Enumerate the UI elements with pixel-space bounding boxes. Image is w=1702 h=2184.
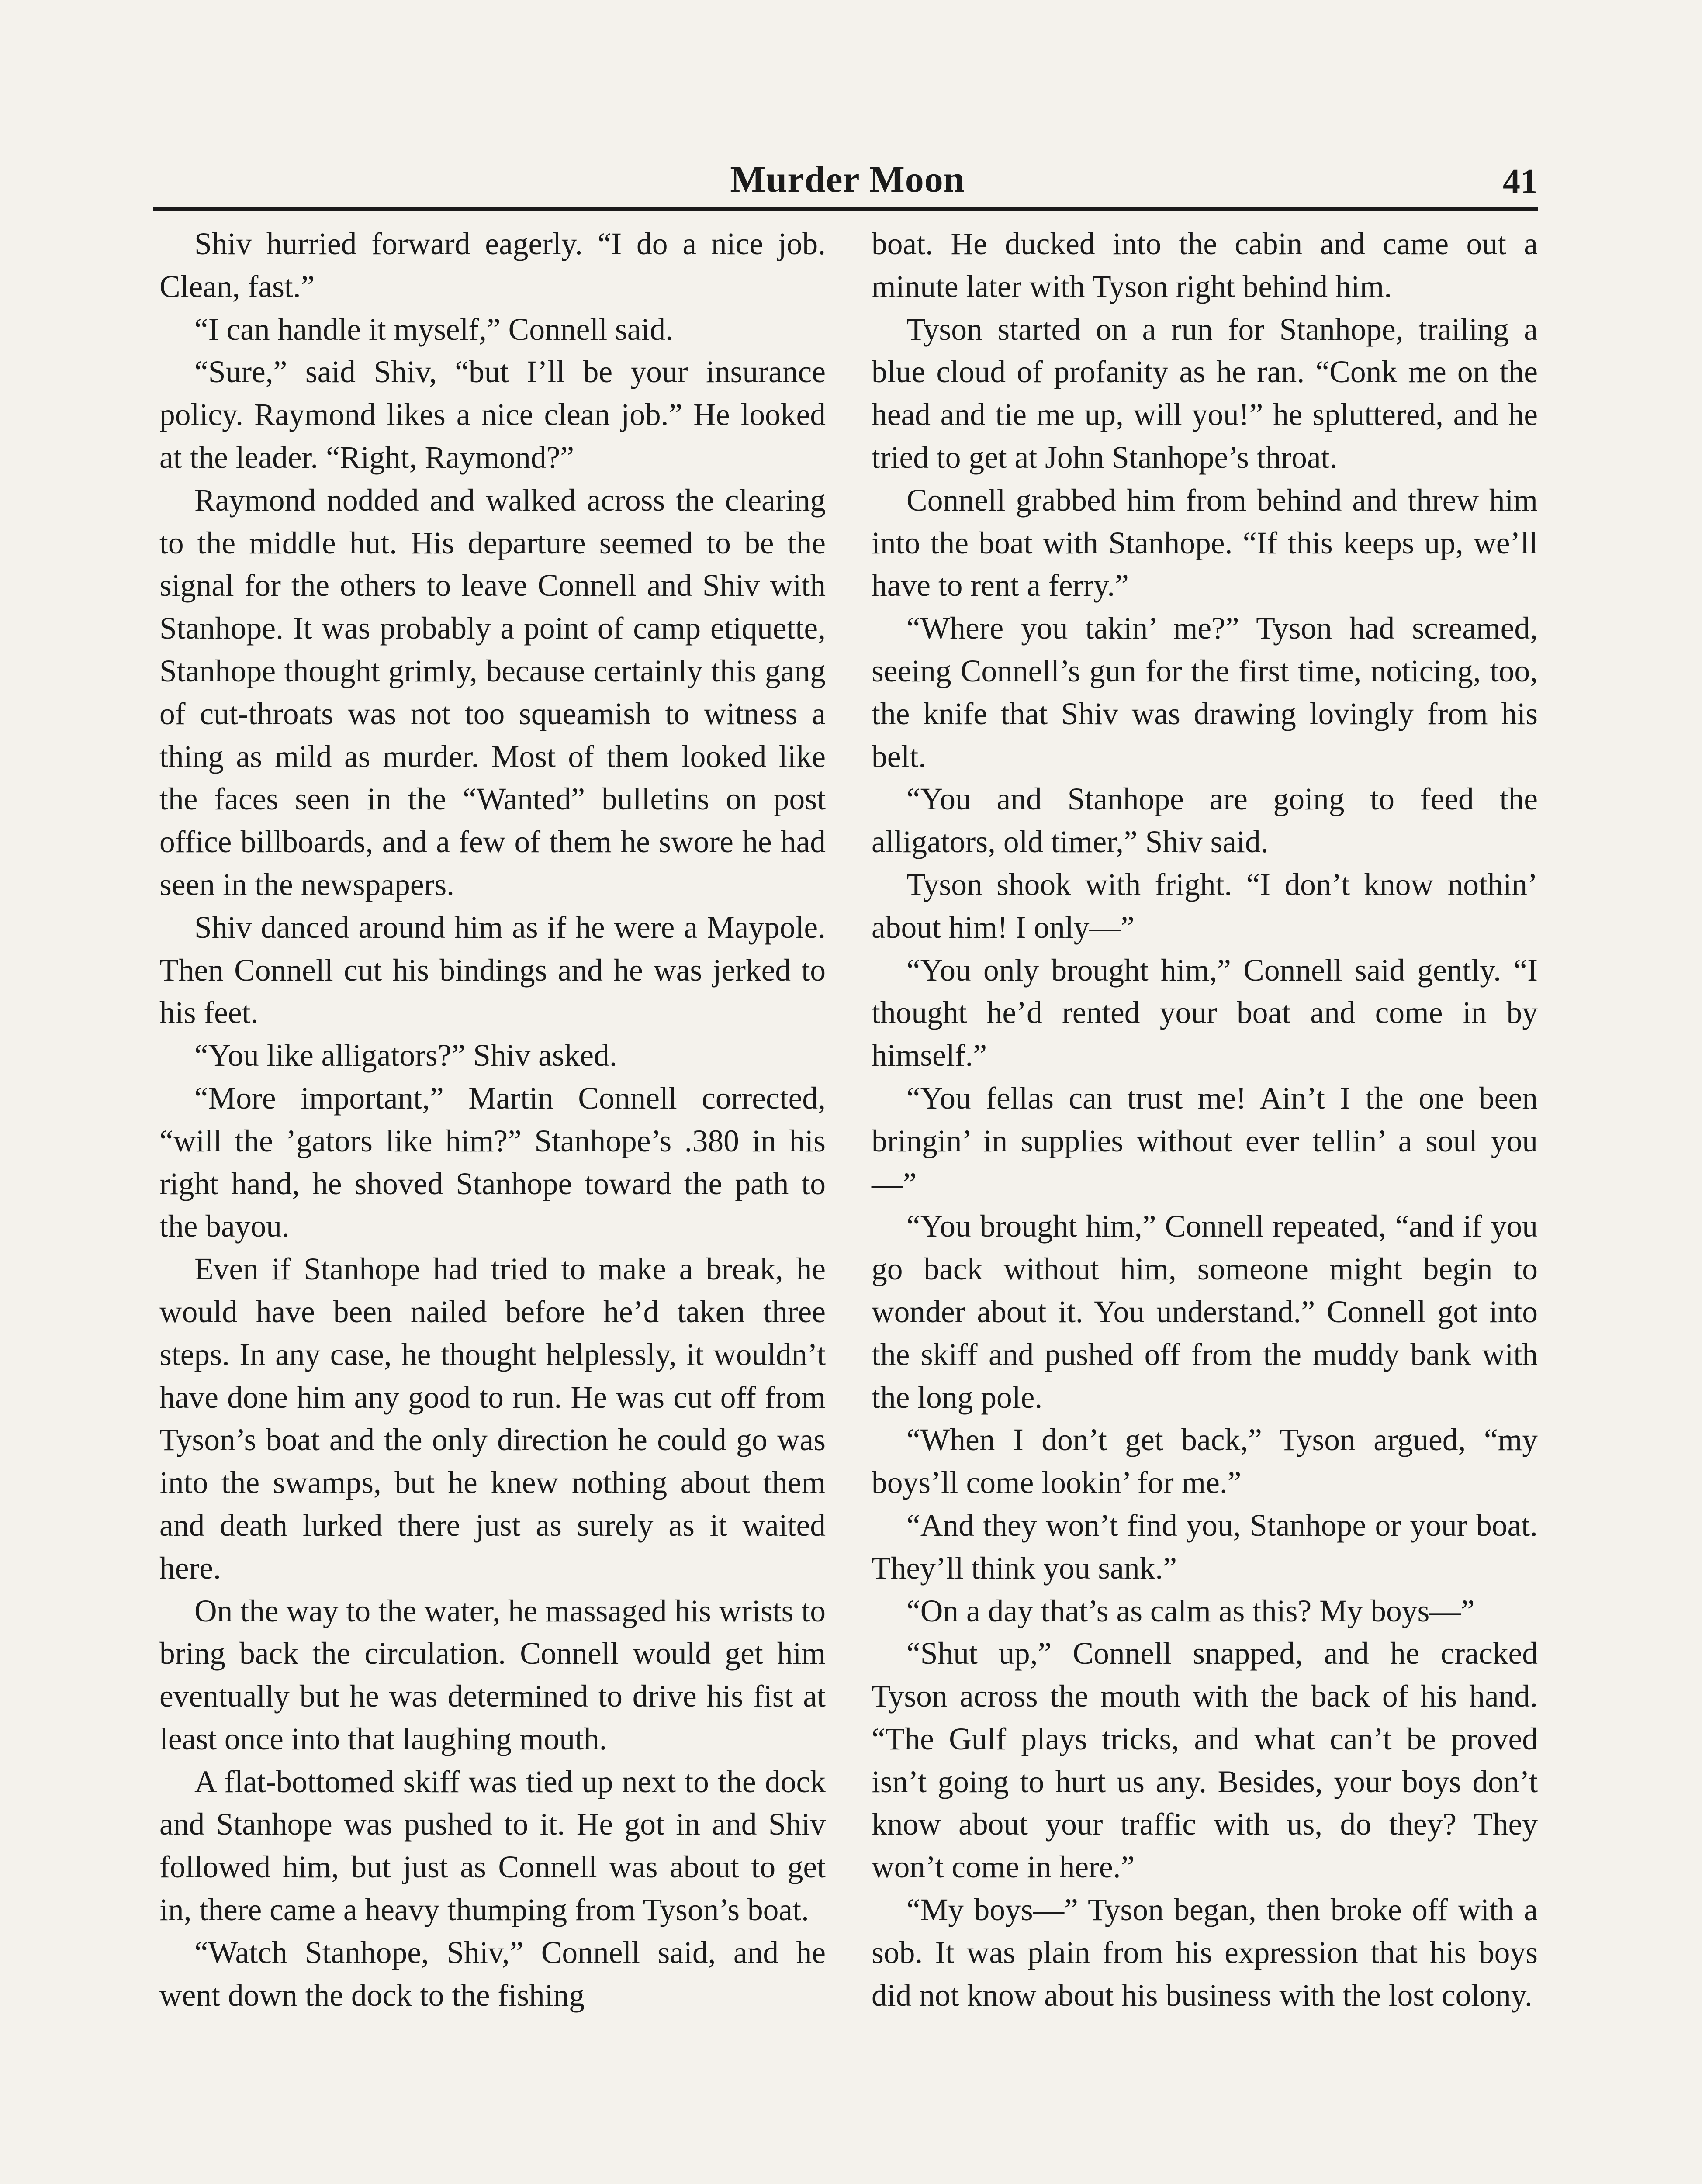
running-title: Murder Moon	[730, 158, 965, 200]
paragraph: “My boys—” Tyson began, then broke off with a sob. It was plain from his expression that his boys did not know about his business with the lost colony.	[872, 1893, 1538, 2013]
paragraph: “When I don’t get back,” Tyson argued, “my boys’ll come lookin’ for me.”	[872, 1423, 1538, 1500]
paragraph: On the way to the water, he massaged his wrists to bring back the circulation. Connell would get him eventually but he was determined to drive his fist at least once into that laughing mouth.	[159, 1593, 826, 1756]
paragraph: A flat-bottomed skiff was tied up next to the dock and Stanhope was pushed to it. He got in and Shiv followed him, but just as Connell was about to get in, there came a heavy thumping from Tyson’s boat.	[159, 1764, 826, 1928]
continued-paragraph: boat. He ducked into the cabin and came out a minute later with Tyson right behind him.	[872, 227, 1538, 304]
paragraph: Shiv danced around him as if he were a Maypole. Then Connell cut his bindings and he was jerked to his feet.	[159, 910, 826, 1030]
paragraph: “I can handle it myself,” Connell said.	[194, 312, 673, 347]
paragraph: “Shut up,” Connell snapped, and he cracked Tyson across the mouth with the back of his hand. “The Gulf plays tricks, and what can’t be proved isn’t going to hurt us any. Besides, your boys don’t know about your traffic with us, do they? They won’t come in here.”	[872, 1636, 1538, 1885]
paragraph: “You and Stanhope are going to feed the alligators, old timer,” Shiv said.	[872, 782, 1538, 860]
paragraph: Tyson started on a run for Stanhope, trailing a blue cloud of profanity as he ran. “Conk me on the head and tie me up, will you!” he spluttered, and he tried to get at John Stanhope’s throat.	[872, 312, 1538, 475]
page-header	[157, 153, 1538, 205]
paragraph: “Sure,” said Shiv, “but I’ll be your insurance policy. Raymond likes a nice clean job.” He looked at the leader. “Right, Raymond?”	[159, 355, 826, 475]
paragraph: “Where you takin’ me?” Tyson had screamed, seeing Connell’s gun for the first time, noticing, too, the knife that Shiv was drawing lovingly from his belt.	[872, 611, 1538, 774]
paragraph: “Watch Stanhope, Shiv,” Connell said, and he went down the dock to the fishing	[159, 1935, 826, 2013]
paragraph: “You like alligators?” Shiv asked.	[194, 1038, 617, 1073]
paragraph: “More important,” Martin Connell corrected, “will the ’gators like him?” Stanhope’s .380 in his right hand, he shoved Stanhope toward the path to the bayou.	[159, 1081, 826, 1244]
right-column	[872, 223, 1538, 2017]
paragraph: “You brought him,” Connell repeated, “and if you go back without him, someone might begin to wonder about it. You understand.” Connell got into the skiff and pushed off from the muddy bank with the long pole.	[872, 1209, 1538, 1415]
left-column	[159, 223, 826, 2017]
page-number: 41	[1503, 162, 1538, 201]
header-rule	[153, 207, 1538, 211]
paragraph: Tyson shook with fright. “I don’t know nothin’ about him! I only—”	[872, 867, 1538, 945]
paragraph: Raymond nodded and walked across the clearing to the middle hut. His departure seemed to be the signal for the others to leave Connell and Shiv with Stanhope. It was probably a point of camp etiquette, Stanhope thought grimly, because certainly this gang of cut-throats was not too squeamish to witness a thing as mild as murder. Most of them looked like the faces seen in the “Wanted” bulletins on post office billboards, and a few of them he swore he had seen in the newspapers.	[159, 483, 826, 902]
paragraph: Even if Stanhope had tried to make a break, he would have been nailed before he’d taken three steps. In any case, he thought helplessly, it wouldn’t have done him any good to run. He was cut off from Tyson’s boat and the only direction he could go was into the swamps, but he knew nothing about them and death lurked there just as surely as it waited here.	[159, 1252, 826, 1586]
paragraph: “You fellas can trust me! Ain’t I the one been bringin’ in supplies without ever tellin’ a soul you—”	[872, 1081, 1538, 1201]
paragraph: “And they won’t find you, Stanhope or your boat. They’ll think you sank.”	[872, 1508, 1538, 1586]
paragraph: Connell grabbed him from behind and threw him into the boat with Stanhope. “If this keeps up, we’ll have to rent a ferry.”	[872, 483, 1538, 603]
paragraph: “On a day that’s as calm as this? My boys—”	[906, 1593, 1475, 1628]
paragraph: Shiv hurried forward eagerly. “I do a nice job. Clean, fast.”	[159, 227, 826, 304]
paragraph: “You only brought him,” Connell said gently. “I thought he’d rented your boat and come in by himself.”	[872, 953, 1538, 1073]
